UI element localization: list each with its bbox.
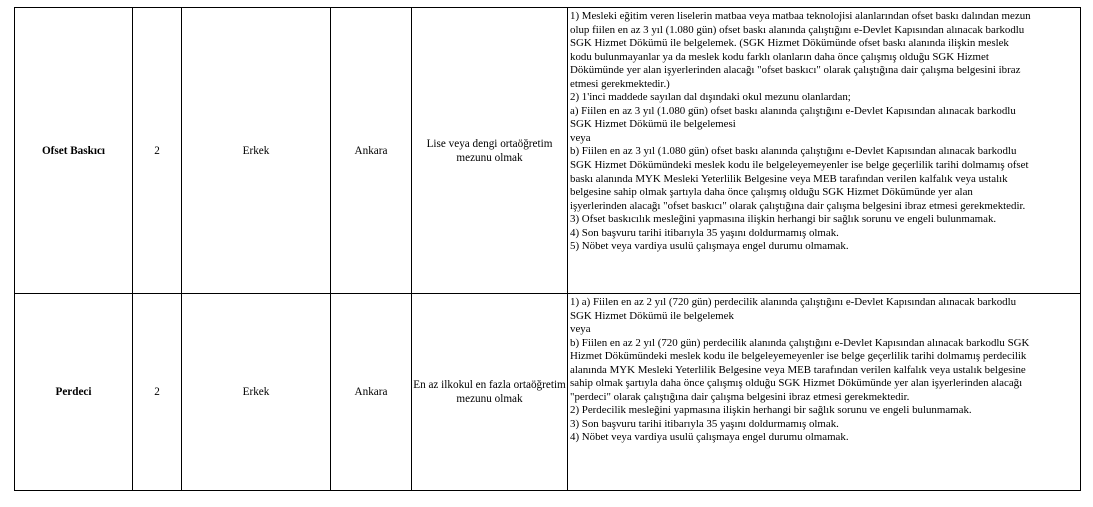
gender-cell: Erkek — [182, 294, 331, 491]
city-cell: Ankara — [331, 294, 412, 491]
table-row — [15, 8, 1081, 294]
city-cell: Ankara — [331, 8, 412, 294]
count-cell: 2 — [133, 294, 182, 491]
requirement-line: 1) Mesleki eğitim veren liselerin matbaa veya matbaa teknolojisi alanlarından ofset baskı dalından mezun — [570, 10, 1031, 22]
requirement-line: Hizmet Dökümündeki meslek kodu ile belgeleyemeyenler ise belge geçerlilik tarihi dolmamış perdecilik — [570, 350, 1027, 363]
requirements-cell — [568, 8, 1081, 294]
requirement-line: 1) a) Fiilen en az 2 yıl (720 gün) perdecilik alanında çalıştığını e-Devlet Kapısından alınacak barkodlu — [570, 296, 1017, 308]
requirement-line: veya — [570, 323, 591, 336]
requirement-line: b) Fiilen en az 3 yıl (1.080 gün) ofset baskı alanında çalıştığını e-Devlet Kapısından alınacak barkodlu — [570, 145, 1017, 158]
table-row — [15, 294, 1081, 491]
requirement-line: etmesi gerekmektedir.) — [570, 77, 670, 90]
requirement-line: belgesine sahip olmak şartıyla daha önce çalışmış olduğu SGK Hizmet Dökümünde yer alan — [570, 186, 973, 199]
requirement-line: işyerlerinden alacağı "ofset baskıcı" olarak çalıştığına dair çalışma belgesini ibraz etmesi gerekmektedir. — [570, 199, 1026, 212]
requirement-line: 3) Son başvuru tarihi itibarıyla 35 yaşını doldurmamış olmak. — [570, 417, 839, 430]
requirements-cell — [568, 294, 1081, 491]
education-cell: En az ilkokul en fazla ortaöğretim mezunu olmak — [412, 294, 568, 491]
requirement-line: b) Fiilen en az 2 yıl (720 gün) perdecilik alanında çalıştığını e-Devlet Kapısından alınacak barkodlu SGK — [570, 336, 1030, 349]
requirement-line: 2) Perdecilik mesleğini yapmasına ilişkin herhangi bir sağlık sorunu ve engeli bulunmamak. — [570, 404, 972, 417]
requirement-line: 3) Ofset baskıcılık mesleğini yapmasına ilişkin herhangi bir sağlık sorunu ve engeli bulunmamak. — [570, 213, 997, 226]
requirement-line: alanında MYK Mesleki Yeterlilik Belgesine veya MEB tarafından verilen kalfalık veya ustalık belgesine — [570, 363, 1026, 376]
position-cell: Perdeci — [15, 294, 133, 491]
requirement-line: SGK Hizmet Dökümündeki meslek kodu ile belgeleyemeyenler ise belge geçerlilik tarihi dolmamış ofset — [570, 159, 1029, 172]
education-cell: Lise veya dengi ortaöğretim mezunu olmak — [412, 8, 568, 294]
job-requirements-table — [14, 7, 1081, 491]
requirement-line: "perdeci" olarak çalıştığına dair çalışma belgesini ibraz etmesi gerekmektedir. — [570, 390, 910, 403]
requirement-line: sahip olmak şartıyla daha önce çalışmış olduğu SGK Hizmet Dökümünde yer alan işyerlerinden alacağı — [570, 377, 1023, 390]
position-cell: Ofset Baskıcı — [15, 8, 133, 294]
requirement-line: 5) Nöbet veya vardiya usulü çalışmaya engel durumu olmamak. — [570, 240, 849, 253]
count-cell: 2 — [133, 8, 182, 294]
requirement-line: SGK Hizmet Dökümü ile belgelemek — [570, 309, 734, 322]
requirement-line: SGK Hizmet Dökümü ile belgelemek. (SGK Hizmet Dökümünde ofset baskı alanında ilişkin meslek — [570, 37, 1009, 50]
requirement-line: 4) Nöbet veya vardiya usulü çalışmaya engel durumu olmamak. — [570, 431, 849, 444]
requirement-line: 4) Son başvuru tarihi itibarıyla 35 yaşını doldurmamış olmak. — [570, 226, 839, 239]
requirement-line: SGK Hizmet Dökümü ile belgelemesi — [570, 118, 736, 131]
gender-cell: Erkek — [182, 8, 331, 294]
requirement-line: veya — [570, 131, 591, 144]
requirement-line: baskı alanında MYK Mesleki Yeterlilik Belgesine veya MEB tarafından verilen kalfalık veya ustalık — [570, 172, 1008, 185]
requirement-line: 2) 1'inci maddede sayılan dal dışındaki okul mezunu olanlardan; — [570, 91, 851, 104]
requirement-line: olup fiilen en az 3 yıl (1.080 gün) ofset baskı alanında çalıştığını e-Devlet Kapısından alınacak barkodlu — [570, 23, 1025, 36]
requirement-line: Dökümünde yer alan işyerlerinden alacağı "ofset baskıcı" olarak çalıştığına dair çalışma belgesini ibraz — [570, 64, 1021, 77]
requirement-line: kodu bulunmayanlar ya da meslek kodu farklı olanların daha önce çalışmış olduğu SGK Hizmet — [570, 50, 989, 63]
requirement-line: a) Fiilen en az 3 yıl (1.080 gün) ofset baskı alanında çalıştığını e-Devlet Kapısından alınacak barkodlu — [570, 104, 1016, 117]
